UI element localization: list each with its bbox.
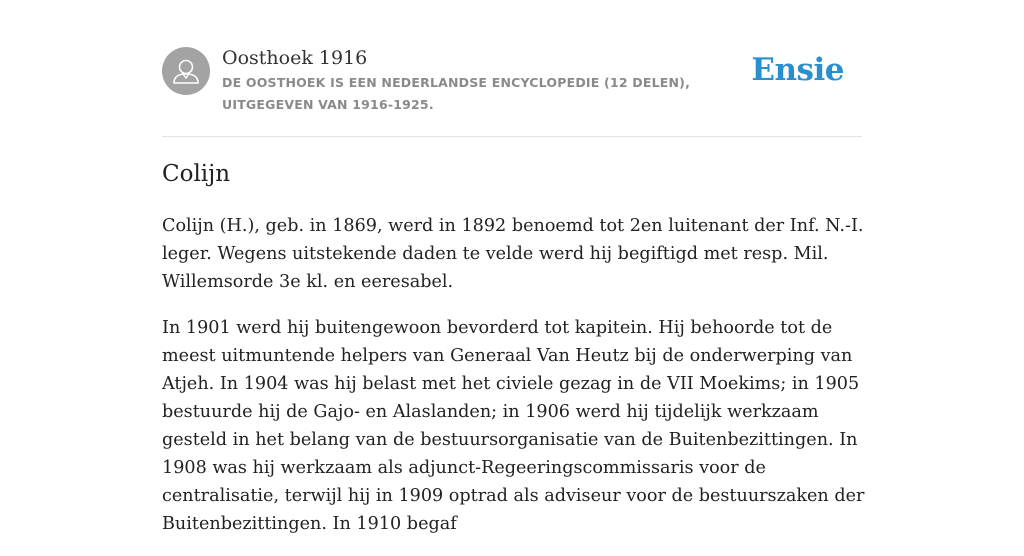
article-paragraph: In 1901 werd hij buitengewoon bevorderd tot kapitein. Hij behoorde tot de meest uitmuntende helpers van Generaal Van Heutz bij de onderwerping van Atjeh. In 1904 was hij belast met het civiele gezag in de VII Moekims; in 1905 bestuurde hij de Gajo- en Alaslanden; in 1906 werd hij tijdelijk werkzaam gesteld in het belang van de bestuursorganisatie van de Buitenbezittingen. In 1908 was hij werkzaam als adjunct-Regeeringscommissaris voor de centralisatie, terwijl hij in 1909 optrad als adviseur voor de bestuurszaken der Buitenbezittingen. In 1910 begaf [162, 318, 865, 534]
source-title[interactable]: Oosthoek 1916 [222, 47, 368, 69]
article-body [162, 212, 866, 556]
source-description: DE OOSTHOEK IS EEN NEDERLANDSE ENCYCLOPEDIE (12 DELEN), UITGEGEVEN VAN 1916-1925. [222, 75, 691, 112]
article-paragraph: Colijn (H.), geb. in 1869, werd in 1892 benoemd tot 2en luitenant der Inf. N.-I. leger. Wegens uitstekende daden te velde werd hij begiftigd met resp. Mil. Willemsorde 3e kl. en eeresabel. [162, 216, 864, 292]
source-header [162, 0, 862, 137]
user-silhouette-icon [162, 47, 210, 95]
page-container [162, 0, 865, 534]
avatar[interactable] [162, 47, 210, 95]
ensie-logo[interactable]: Ensie [751, 52, 844, 88]
article-title: Colijn [162, 161, 231, 187]
